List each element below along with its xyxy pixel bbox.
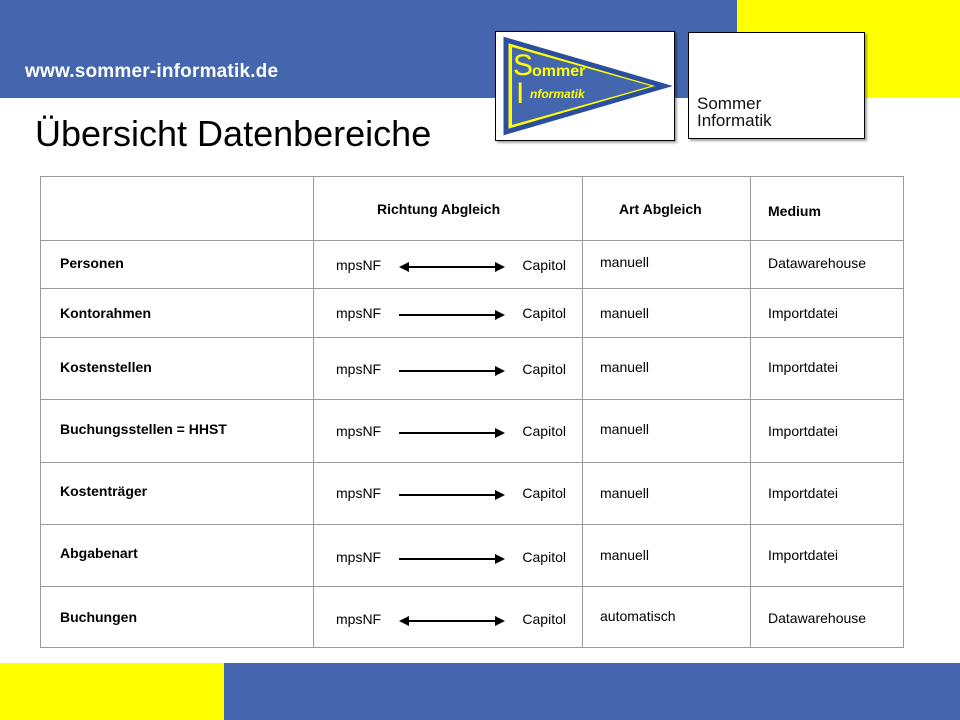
sync-target: Capitol [522, 485, 566, 501]
arrow-right-icon [399, 308, 505, 322]
pennant-line2: nformatik [530, 87, 585, 101]
row-divider [41, 399, 903, 400]
website-url[interactable]: www.sommer-informatik.de [25, 61, 279, 82]
row-label-personen: Personen [60, 255, 124, 271]
sync-source: mpsNF [336, 361, 382, 377]
sync-target: Capitol [522, 423, 566, 439]
art-abgleich-cell: manuell [600, 305, 650, 321]
medium-cell: Importdatei [768, 305, 839, 321]
row-label-kostenstellen: Kostenstellen [60, 359, 152, 375]
sync-source: mpsNF [336, 423, 382, 439]
sync-direction-buchungen [336, 611, 566, 631]
medium-cell: Importdatei [768, 547, 839, 563]
sync-target: Capitol [522, 257, 566, 273]
header-richtung-abgleich: Richtung Abgleich [377, 201, 501, 217]
sync-source: mpsNF [336, 485, 382, 501]
text-logo-line2: Informatik [697, 111, 772, 130]
sync-direction-kostenstellen [336, 361, 566, 381]
sync-source: mpsNF [336, 549, 382, 565]
sync-source: mpsNF [336, 305, 382, 321]
arrow-right-icon [399, 552, 505, 566]
text-logo-line1: Sommer [697, 94, 762, 113]
row-divider [41, 524, 903, 525]
arrow-right-icon [399, 364, 505, 378]
pennant-line1: ommer [532, 63, 586, 80]
pennant-logo [495, 31, 675, 141]
sync-direction-kostentraeger [336, 485, 566, 505]
sync-target: Capitol [522, 361, 566, 377]
sync-target: Capitol [522, 611, 566, 627]
arrow-right-icon [399, 488, 505, 502]
art-abgleich-cell: manuell [600, 485, 650, 501]
sync-direction-buchungsstellen [336, 423, 566, 443]
sync-direction-kontorahmen [336, 305, 566, 325]
header-art-abgleich: Art Abgleich [619, 201, 702, 217]
row-label-kostentraeger: Kostenträger [60, 483, 148, 499]
row-label-buchungen: Buchungen [60, 609, 137, 625]
art-abgleich-cell: manuell [600, 421, 650, 437]
sync-target: Capitol [522, 305, 566, 321]
pennant-initial-s: S [513, 49, 534, 82]
page-title: Übersicht Datenbereiche [35, 113, 432, 154]
row-divider [41, 462, 903, 463]
sync-source: mpsNF [336, 611, 382, 627]
medium-cell: Datawarehouse [768, 610, 867, 626]
row-label-kontorahmen: Kontorahmen [60, 305, 151, 321]
row-divider [41, 240, 903, 241]
double-arrow-icon [399, 260, 505, 274]
pennant-initial-i: I [516, 77, 525, 110]
art-abgleich-cell: manuell [600, 547, 650, 563]
art-abgleich-cell: manuell [600, 359, 650, 375]
pennant-logo-graphic [496, 32, 674, 140]
row-label-buchungsstellen: Buchungsstellen = HHST [60, 421, 227, 437]
medium-cell: Importdatei [768, 359, 839, 375]
row-divider [41, 337, 903, 338]
row-divider [41, 586, 903, 587]
header-medium: Medium [768, 203, 821, 219]
sync-direction-personen [336, 257, 566, 277]
footer-band-yellow [0, 663, 224, 720]
medium-cell: Importdatei [768, 423, 839, 439]
sync-source: mpsNF [336, 257, 382, 273]
double-arrow-icon [399, 614, 505, 628]
row-label-abgabenart: Abgabenart [60, 545, 138, 561]
data-areas-table [40, 176, 904, 648]
row-divider [41, 288, 903, 289]
arrow-right-icon [399, 426, 505, 440]
column-divider [313, 177, 314, 647]
art-abgleich-cell: automatisch [600, 608, 676, 624]
sync-direction-abgabenart [336, 549, 566, 569]
column-divider [582, 177, 583, 647]
medium-cell: Importdatei [768, 485, 839, 501]
sync-target: Capitol [522, 549, 566, 565]
art-abgleich-cell: manuell [600, 254, 650, 270]
footer-band-blue [224, 663, 960, 720]
text-logo [688, 32, 865, 139]
medium-cell: Datawarehouse [768, 255, 867, 271]
column-divider [750, 177, 751, 647]
